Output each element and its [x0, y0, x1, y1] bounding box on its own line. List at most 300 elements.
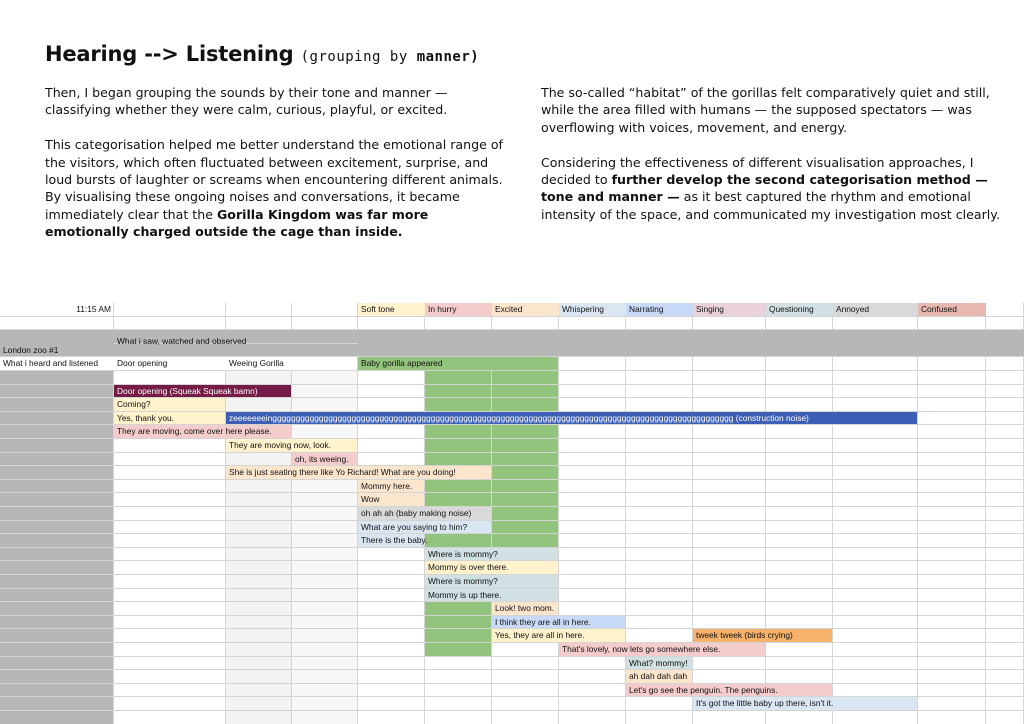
sheet-cell[interactable]	[918, 697, 986, 711]
sheet-cell[interactable]	[626, 697, 693, 711]
sheet-cell[interactable]	[0, 711, 114, 724]
sheet-cell[interactable]	[693, 371, 766, 385]
sheet-cell[interactable]	[626, 317, 693, 331]
sheet-cell[interactable]	[559, 453, 626, 467]
sheet-cell[interactable]	[918, 412, 986, 426]
sheet-cell[interactable]	[918, 670, 986, 684]
sheet-cell[interactable]	[425, 602, 492, 616]
sheet-cell[interactable]	[492, 466, 559, 480]
sheet-cell[interactable]	[918, 643, 986, 657]
sheet-cell[interactable]	[358, 398, 425, 412]
sheet-cell[interactable]	[626, 589, 693, 603]
sheet-cell[interactable]	[492, 657, 559, 671]
legend-excited[interactable]: Excited	[492, 303, 559, 317]
sheet-cell[interactable]	[918, 602, 986, 616]
row-label-door[interactable]: Door opening	[114, 357, 226, 371]
sheet-cell[interactable]	[986, 589, 1024, 603]
sheet-cell[interactable]	[986, 534, 1024, 548]
sheet-cell[interactable]	[693, 493, 766, 507]
sheet-cell[interactable]	[114, 575, 226, 589]
sheet-cell[interactable]	[358, 439, 425, 453]
sheet-cell[interactable]	[986, 697, 1024, 711]
sheet-cell[interactable]	[292, 317, 358, 331]
sheet-cell[interactable]	[492, 371, 559, 385]
sheet-cell[interactable]	[292, 507, 358, 521]
sheet-cell[interactable]	[425, 697, 492, 711]
sheet-cell[interactable]	[559, 670, 626, 684]
sheet-cell[interactable]	[292, 589, 358, 603]
sheet-cell[interactable]	[0, 561, 114, 575]
sheet-cell[interactable]	[0, 697, 114, 711]
sheet-cell[interactable]	[0, 371, 114, 385]
sheet-cell[interactable]	[986, 317, 1024, 331]
sheet-cell[interactable]	[766, 643, 833, 657]
sheet-cell[interactable]	[492, 643, 559, 657]
sheet-cell[interactable]	[559, 317, 626, 331]
sheet-cell[interactable]	[626, 371, 693, 385]
sheet-cell[interactable]	[986, 493, 1024, 507]
sheet-cell[interactable]	[425, 629, 492, 643]
entry-e0[interactable]: Door opening (Squeak Squeak bamn)	[114, 385, 292, 399]
sheet-cell[interactable]	[114, 303, 226, 317]
sheet-cell[interactable]	[833, 425, 918, 439]
sheet-cell[interactable]	[986, 453, 1024, 467]
sheet-cell[interactable]	[766, 317, 833, 331]
entry-e4[interactable]: They are moving, come over here please.	[114, 425, 292, 439]
sheet-cell[interactable]	[226, 629, 292, 643]
sheet-cell[interactable]	[425, 493, 492, 507]
sheet-cell[interactable]	[492, 398, 559, 412]
sheet-cell[interactable]	[833, 657, 918, 671]
legend-soft-tone[interactable]: Soft tone	[358, 303, 425, 317]
sheet-cell[interactable]	[358, 385, 425, 399]
sheet-cell[interactable]	[425, 480, 492, 494]
sheet-cell[interactable]	[226, 548, 292, 562]
sheet-cell[interactable]	[986, 480, 1024, 494]
sheet-cell[interactable]	[0, 616, 114, 630]
sheet-cell[interactable]	[626, 548, 693, 562]
entry-e8[interactable]: Mommy here.	[358, 480, 425, 494]
entry-e16[interactable]: Mommy is up there.	[425, 589, 559, 603]
sheet-cell[interactable]	[0, 575, 114, 589]
sheet-cell[interactable]	[986, 684, 1024, 698]
sheet-cell[interactable]	[425, 371, 492, 385]
sheet-cell[interactable]	[559, 589, 626, 603]
sheet-cell[interactable]	[986, 357, 1024, 371]
sheet-cell[interactable]	[693, 548, 766, 562]
sheet-cell[interactable]	[0, 629, 114, 643]
sheet-cell[interactable]	[693, 439, 766, 453]
sheet-cell[interactable]	[833, 684, 918, 698]
sheet-cell[interactable]	[425, 616, 492, 630]
sheet-cell[interactable]	[292, 357, 358, 371]
sheet-cell[interactable]	[358, 425, 425, 439]
sheet-cell[interactable]	[559, 371, 626, 385]
sheet-cell[interactable]	[358, 711, 425, 724]
sheet-cell[interactable]	[918, 507, 986, 521]
sheet-cell[interactable]	[114, 616, 226, 630]
sheet-cell[interactable]	[358, 317, 425, 331]
sheet-cell[interactable]	[292, 385, 358, 399]
entry-e2[interactable]: Yes, thank you.	[114, 412, 226, 426]
sheet-cell[interactable]	[226, 521, 292, 535]
sheet-cell[interactable]	[918, 466, 986, 480]
sheet-cell[interactable]	[626, 561, 693, 575]
sheet-cell[interactable]	[626, 711, 693, 724]
sheet-cell[interactable]	[0, 493, 114, 507]
sheet-cell[interactable]	[492, 711, 559, 724]
spreadsheet[interactable]	[0, 303, 1024, 724]
sheet-cell[interactable]	[693, 317, 766, 331]
sheet-cell[interactable]	[626, 629, 693, 643]
sheet-cell[interactable]	[0, 670, 114, 684]
sheet-cell[interactable]	[766, 357, 833, 371]
sheet-cell[interactable]	[425, 670, 492, 684]
sheet-cell[interactable]	[833, 317, 918, 331]
sheet-cell[interactable]	[766, 561, 833, 575]
sheet-cell[interactable]	[833, 711, 918, 724]
sheet-cell[interactable]	[0, 521, 114, 535]
sheet-cell[interactable]	[559, 684, 626, 698]
sheet-cell[interactable]	[766, 371, 833, 385]
sheet-cell[interactable]	[492, 534, 559, 548]
sheet-cell[interactable]	[292, 561, 358, 575]
sheet-cell[interactable]	[226, 643, 292, 657]
sheet-cell[interactable]	[492, 507, 559, 521]
sheet-cell[interactable]	[226, 684, 292, 698]
legend-confused[interactable]: Confused	[918, 303, 986, 317]
sheet-cell[interactable]	[559, 493, 626, 507]
sheet-cell[interactable]	[226, 616, 292, 630]
sheet-cell[interactable]	[226, 534, 292, 548]
sheet-cell[interactable]	[918, 575, 986, 589]
sheet-cell[interactable]	[358, 697, 425, 711]
sheet-cell[interactable]	[114, 684, 226, 698]
sheet-cell[interactable]	[492, 521, 559, 535]
sheet-cell[interactable]	[425, 643, 492, 657]
entry-e18[interactable]: I think they are all in here.	[492, 616, 626, 630]
sheet-cell[interactable]	[226, 493, 292, 507]
sheet-cell[interactable]	[918, 439, 986, 453]
sheet-cell[interactable]	[114, 697, 226, 711]
sheet-cell[interactable]	[425, 439, 492, 453]
sheet-cell[interactable]	[918, 548, 986, 562]
sheet-cell[interactable]	[492, 357, 559, 371]
sheet-cell[interactable]	[114, 548, 226, 562]
sheet-cell[interactable]	[226, 711, 292, 724]
sheet-cell[interactable]	[292, 684, 358, 698]
sheet-cell[interactable]	[766, 453, 833, 467]
sheet-cell[interactable]	[833, 521, 918, 535]
sheet-cell[interactable]	[986, 398, 1024, 412]
sheet-cell[interactable]	[986, 412, 1024, 426]
entry-e11[interactable]: What are you saying to him?	[358, 521, 492, 535]
sheet-cell[interactable]	[833, 670, 918, 684]
sheet-cell[interactable]	[766, 507, 833, 521]
sheet-cell[interactable]	[693, 453, 766, 467]
sheet-cell[interactable]	[425, 711, 492, 724]
sheet-cell[interactable]	[693, 521, 766, 535]
sheet-cell[interactable]	[358, 670, 425, 684]
sheet-cell[interactable]	[492, 453, 559, 467]
sheet-cell[interactable]	[114, 317, 226, 331]
sheet-cell[interactable]	[114, 371, 226, 385]
sheet-cell[interactable]	[693, 561, 766, 575]
sheet-cell[interactable]	[986, 643, 1024, 657]
sheet-cell[interactable]	[0, 425, 114, 439]
sheet-cell[interactable]	[986, 466, 1024, 480]
sheet-cell[interactable]	[693, 670, 766, 684]
sheet-cell[interactable]	[559, 398, 626, 412]
sheet-cell[interactable]	[559, 521, 626, 535]
entry-e3[interactable]: zeeeeeeeinggggggggggggggggggggggggggggggggggggggggggggggggggggggggggggggggggggggggggggggggggggggggggggggggggg (construction noise)	[226, 412, 918, 426]
sheet-cell[interactable]	[918, 589, 986, 603]
sheet-cell[interactable]	[833, 629, 918, 643]
sheet-cell[interactable]	[833, 398, 918, 412]
sheet-cell[interactable]	[492, 697, 559, 711]
sheet-cell[interactable]	[358, 684, 425, 698]
entry-e23[interactable]: ah dah dah dah	[626, 670, 693, 684]
row-label-weeing[interactable]: Weeing Gorilla	[226, 357, 292, 371]
sheet-cell[interactable]	[358, 561, 425, 575]
sheet-cell[interactable]	[292, 493, 358, 507]
sheet-cell[interactable]	[766, 398, 833, 412]
sheet-cell[interactable]	[358, 575, 425, 589]
sheet-cell[interactable]	[693, 711, 766, 724]
sheet-cell[interactable]	[358, 453, 425, 467]
sheet-cell[interactable]	[358, 657, 425, 671]
sheet-cell[interactable]	[693, 480, 766, 494]
sheet-cell[interactable]	[833, 439, 918, 453]
sheet-cell[interactable]	[292, 670, 358, 684]
sheet-cell[interactable]	[114, 643, 226, 657]
sheet-cell[interactable]	[0, 507, 114, 521]
sheet-cell[interactable]	[559, 697, 626, 711]
sheet-cell[interactable]	[766, 480, 833, 494]
sheet-cell[interactable]	[626, 616, 693, 630]
sheet-cell[interactable]	[226, 398, 292, 412]
sheet-cell[interactable]	[833, 385, 918, 399]
sheet-cell[interactable]	[226, 480, 292, 494]
sheet-cell[interactable]	[358, 616, 425, 630]
sheet-cell[interactable]	[833, 466, 918, 480]
entry-e9[interactable]: Wow	[358, 493, 425, 507]
sheet-cell[interactable]	[626, 493, 693, 507]
sheet-cell[interactable]	[292, 575, 358, 589]
sheet-cell[interactable]	[114, 534, 226, 548]
legend-in-hurry[interactable]: In hurry	[425, 303, 492, 317]
sheet-cell[interactable]	[693, 616, 766, 630]
sheet-cell[interactable]	[559, 480, 626, 494]
sheet-cell[interactable]	[693, 357, 766, 371]
sheet-cell[interactable]	[918, 684, 986, 698]
sheet-cell[interactable]	[766, 425, 833, 439]
sheet-cell[interactable]	[114, 657, 226, 671]
sheet-cell[interactable]	[0, 412, 114, 426]
sheet-cell[interactable]	[425, 684, 492, 698]
sheet-cell[interactable]	[492, 385, 559, 399]
sheet-cell[interactable]	[358, 629, 425, 643]
sheet-cell[interactable]	[918, 493, 986, 507]
sheet-cell[interactable]	[766, 534, 833, 548]
sheet-cell[interactable]	[226, 657, 292, 671]
sheet-cell[interactable]	[766, 521, 833, 535]
sheet-cell[interactable]	[766, 439, 833, 453]
sheet-cell[interactable]	[559, 357, 626, 371]
sheet-cell[interactable]	[0, 480, 114, 494]
sheet-cell[interactable]	[693, 398, 766, 412]
sheet-cell[interactable]	[226, 371, 292, 385]
sheet-cell[interactable]	[0, 643, 114, 657]
entry-e1[interactable]: Coming?	[114, 398, 226, 412]
sheet-cell[interactable]	[226, 507, 292, 521]
sheet-cell[interactable]	[114, 629, 226, 643]
sheet-cell[interactable]	[114, 589, 226, 603]
sheet-cell[interactable]	[766, 385, 833, 399]
sheet-cell[interactable]	[292, 657, 358, 671]
sheet-cell[interactable]	[559, 439, 626, 453]
sheet-cell[interactable]	[292, 629, 358, 643]
sheet-cell[interactable]	[559, 385, 626, 399]
sheet-cell[interactable]	[626, 425, 693, 439]
entry-e6[interactable]: oh, its weeing.	[292, 453, 358, 467]
sheet-cell[interactable]	[626, 385, 693, 399]
sheet-cell[interactable]	[0, 684, 114, 698]
sheet-cell[interactable]	[626, 357, 693, 371]
sheet-cell[interactable]	[766, 493, 833, 507]
sheet-cell[interactable]	[492, 480, 559, 494]
row-label-baby[interactable]: Baby gorilla appeared	[358, 357, 492, 371]
sheet-cell[interactable]	[833, 561, 918, 575]
sheet-cell[interactable]	[986, 711, 1024, 724]
sheet-cell[interactable]	[918, 521, 986, 535]
sheet-cell[interactable]	[114, 561, 226, 575]
sheet-cell[interactable]	[559, 466, 626, 480]
sheet-cell[interactable]	[766, 575, 833, 589]
sheet-cell[interactable]	[114, 711, 226, 724]
sheet-cell[interactable]	[292, 534, 358, 548]
sheet-cell[interactable]	[226, 697, 292, 711]
sheet-cell[interactable]	[492, 317, 559, 331]
entry-e12[interactable]: There is the baby.	[358, 534, 425, 548]
sheet-cell[interactable]	[693, 657, 766, 671]
sheet-cell[interactable]	[986, 425, 1024, 439]
sheet-cell[interactable]	[292, 398, 358, 412]
sheet-cell[interactable]	[292, 697, 358, 711]
sheet-cell[interactable]	[833, 589, 918, 603]
sheet-cell[interactable]	[0, 385, 114, 399]
legend-singing[interactable]: Singing	[693, 303, 766, 317]
sheet-cell[interactable]	[0, 439, 114, 453]
sheet-cell[interactable]	[918, 371, 986, 385]
sheet-cell[interactable]	[292, 371, 358, 385]
sheet-cell[interactable]	[918, 385, 986, 399]
sheet-cell[interactable]	[986, 385, 1024, 399]
sheet-cell[interactable]	[114, 439, 226, 453]
sheet-cell[interactable]	[492, 439, 559, 453]
sheet-cell[interactable]	[693, 534, 766, 548]
sheet-cell[interactable]	[986, 303, 1024, 317]
sheet-cell[interactable]	[559, 534, 626, 548]
sheet-cell[interactable]	[693, 589, 766, 603]
entry-e13[interactable]: Where is mommy?	[425, 548, 559, 562]
legend-narrating[interactable]: Narrating	[626, 303, 693, 317]
legend-annoyed[interactable]: Annoyed	[833, 303, 918, 317]
sheet-cell[interactable]	[918, 480, 986, 494]
sheet-cell[interactable]	[833, 548, 918, 562]
sheet-cell[interactable]	[833, 602, 918, 616]
sheet-cell[interactable]	[226, 670, 292, 684]
sheet-cell[interactable]	[559, 711, 626, 724]
sheet-cell[interactable]	[693, 507, 766, 521]
sheet-cell[interactable]	[986, 561, 1024, 575]
sheet-cell[interactable]	[226, 589, 292, 603]
sheet-cell[interactable]	[766, 548, 833, 562]
sheet-cell[interactable]	[358, 548, 425, 562]
sheet-cell[interactable]	[425, 425, 492, 439]
sheet-cell[interactable]	[114, 466, 226, 480]
entry-e15[interactable]: Where is mommy?	[425, 575, 559, 589]
sheet-cell[interactable]	[918, 534, 986, 548]
sheet-cell[interactable]	[986, 670, 1024, 684]
sheet-cell[interactable]	[559, 575, 626, 589]
sheet-cell[interactable]	[425, 453, 492, 467]
sheet-cell[interactable]	[492, 425, 559, 439]
sheet-cell[interactable]	[0, 548, 114, 562]
entry-e17[interactable]: Look! two mom.	[492, 602, 559, 616]
sheet-cell[interactable]	[626, 439, 693, 453]
sheet-cell[interactable]	[0, 317, 114, 331]
entry-e7[interactable]: She is just seating there like Yo Richard! What are you doing!	[226, 466, 492, 480]
sheet-cell[interactable]	[986, 507, 1024, 521]
sheet-cell[interactable]	[986, 548, 1024, 562]
sheet-cell[interactable]	[833, 534, 918, 548]
sheet-cell[interactable]	[986, 521, 1024, 535]
sheet-cell[interactable]	[918, 398, 986, 412]
sheet-cell[interactable]	[693, 425, 766, 439]
sheet-cell[interactable]	[114, 521, 226, 535]
sheet-cell[interactable]	[226, 317, 292, 331]
sheet-cell[interactable]	[0, 602, 114, 616]
sheet-cell[interactable]	[226, 453, 292, 467]
sheet-cell[interactable]	[0, 398, 114, 412]
sheet-cell[interactable]	[114, 480, 226, 494]
sheet-cell[interactable]	[766, 602, 833, 616]
sheet-cell[interactable]	[626, 575, 693, 589]
sheet-cell[interactable]	[833, 357, 918, 371]
sheet-cell[interactable]	[766, 670, 833, 684]
time-cell[interactable]: 11:15 AM	[0, 303, 114, 317]
sheet-cell[interactable]	[559, 548, 626, 562]
sheet-cell[interactable]	[358, 589, 425, 603]
sheet-cell[interactable]	[693, 602, 766, 616]
sheet-cell[interactable]	[559, 657, 626, 671]
entry-e14[interactable]: Mommy is over there.	[425, 561, 559, 575]
sheet-cell[interactable]	[693, 575, 766, 589]
sheet-cell[interactable]	[986, 602, 1024, 616]
sheet-cell[interactable]	[766, 657, 833, 671]
sheet-cell[interactable]	[626, 480, 693, 494]
sheet-cell[interactable]	[425, 398, 492, 412]
row-label-heard[interactable]: What i heard and listened	[0, 357, 114, 371]
sheet-cell[interactable]	[358, 371, 425, 385]
sheet-cell[interactable]	[918, 711, 986, 724]
sheet-cell[interactable]	[918, 425, 986, 439]
sheet-cell[interactable]	[226, 561, 292, 575]
sheet-cell[interactable]	[226, 575, 292, 589]
sheet-cell[interactable]	[986, 575, 1024, 589]
sheet-cell[interactable]	[114, 507, 226, 521]
